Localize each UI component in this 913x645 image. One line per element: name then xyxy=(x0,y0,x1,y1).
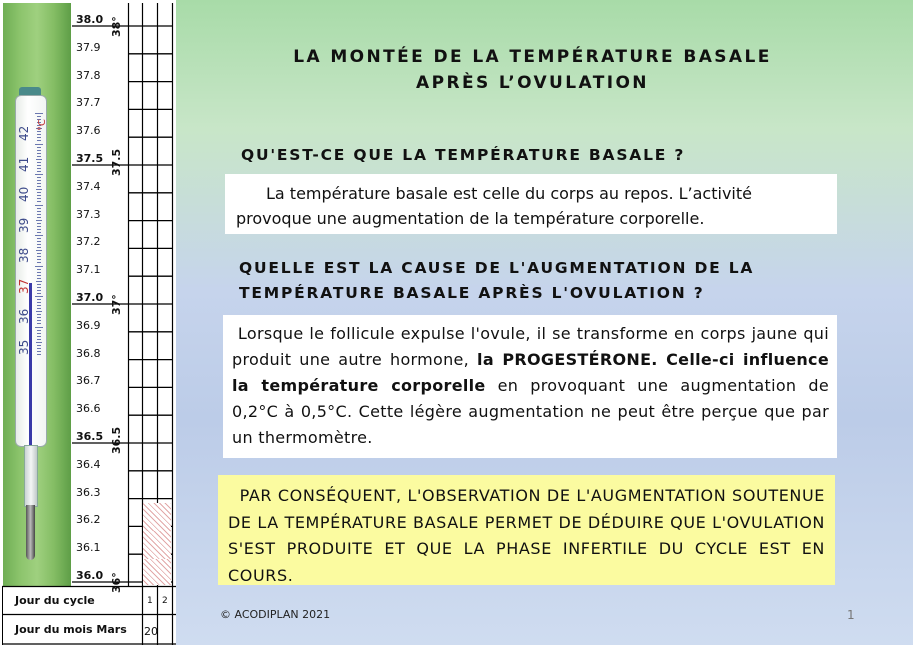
thermometer-number: 41 xyxy=(17,156,31,172)
half-degree-label: 36.5 xyxy=(110,426,123,454)
hatched-cell xyxy=(143,503,171,531)
temp-label: 36.0 xyxy=(76,569,104,582)
answer-2-bold: la PROGESTÉRONE. Celle-ci influence la température corporelle xyxy=(232,350,829,395)
temp-label: 37.7 xyxy=(76,96,101,110)
temp-label: 37.6 xyxy=(76,124,101,138)
temp-label: 37.2 xyxy=(76,235,101,249)
temperature-chart xyxy=(0,0,176,645)
thermometer-number: 39 xyxy=(17,217,31,233)
question-2 xyxy=(239,256,839,306)
answer-1-line-2: provoque une augmentation de la température corporelle. xyxy=(236,209,705,228)
temp-label: 37.4 xyxy=(76,179,101,193)
temp-label: 37.8 xyxy=(76,68,101,82)
temp-label: 36.7 xyxy=(76,374,101,388)
hatched-cell xyxy=(143,531,171,559)
month-day-label: Jour du mois Mars xyxy=(15,623,127,636)
answer-2-part-2: en provoquant une augmentation de 0,2°C à 0,5°C. Cette légère augmentation ne peut être perçue que par un thermomètre. xyxy=(232,376,829,447)
slide-title xyxy=(260,44,805,96)
temp-label: 36.4 xyxy=(76,457,101,471)
page-number: 1 xyxy=(847,608,855,622)
question-2-line-1: QUELLE EST LA CAUSE DE L'AUGMENTATION DE LA xyxy=(239,259,755,277)
question-1: QU'EST-CE QUE LA TEMPÉRATURE BASALE ? xyxy=(241,146,686,164)
thermometer-number: 36 xyxy=(17,308,31,324)
half-degree-label: 38° xyxy=(110,16,123,37)
cycle-day-label: Jour du cycle xyxy=(15,594,95,607)
cycle-day-2: 2 xyxy=(162,596,168,606)
temp-label: 37.9 xyxy=(76,40,101,54)
thermometer-number: 40 xyxy=(17,186,31,202)
answer-1-line-1: La température basale est celle du corps au repos. L’activité xyxy=(266,184,752,203)
thermometer-number: 37 xyxy=(17,278,31,294)
question-2-line-2: TEMPÉRATURE BASALE APRÈS L'OVULATION ? xyxy=(239,284,705,302)
title-line-1: LA MONTÉE DE LA TEMPÉRATURE BASALE xyxy=(293,47,772,67)
temp-label: 36.2 xyxy=(76,513,101,527)
half-degree-label: 36° xyxy=(110,572,123,593)
thermometer-number: 35 xyxy=(17,339,31,355)
temp-label: 37.0 xyxy=(76,291,104,304)
half-degree-label: 37.5 xyxy=(110,148,123,176)
conclusion-text xyxy=(218,475,835,589)
answer-1-box xyxy=(225,174,837,234)
title-line-2: APRÈS L’OVULATION xyxy=(416,73,649,93)
answer-2-part-1: Lorsque le follicule expulse l'ovule, il se transforme en corps jaune qui produit une autre hormone, xyxy=(232,324,829,369)
temp-label: 38.0 xyxy=(76,13,104,26)
thermometer-number: 38 xyxy=(17,247,31,263)
temp-label: 37.5 xyxy=(76,152,104,165)
month-day-20: 20 xyxy=(144,625,158,638)
thermometer-unit: °C xyxy=(37,119,48,131)
answer-2-box xyxy=(223,315,837,458)
temp-label: 37.1 xyxy=(76,263,101,277)
temp-label: 36.6 xyxy=(76,402,101,416)
temp-label: 36.5 xyxy=(76,430,104,443)
temp-label: 36.9 xyxy=(76,318,101,332)
answer-2-text xyxy=(223,315,837,451)
copyright: © ACODIPLAN 2021 xyxy=(220,608,331,621)
temp-label: 36.8 xyxy=(76,346,101,360)
half-degree-label: 37° xyxy=(110,294,123,315)
temp-label: 36.3 xyxy=(76,485,101,499)
temp-label: 37.3 xyxy=(76,207,101,221)
temp-label: 36.1 xyxy=(76,541,101,555)
conclusion-body: PAR CONSÉQUENT, L'OBSERVATION DE L'AUGMENTATION SOUTENUE DE LA TEMPÉRATURE BASALE PERMET DE DÉDUIRE QUE L'OVULATION S'EST PRODUITE ET QUE LA PHASE INFERTILE DU CYCLE EST EN COURS. xyxy=(228,486,825,585)
hatched-cell xyxy=(143,559,171,585)
cycle-day-1: 1 xyxy=(147,596,153,606)
answer-1-text xyxy=(225,174,837,231)
thermometer-number: 42 xyxy=(17,125,31,141)
conclusion-box xyxy=(218,475,835,585)
